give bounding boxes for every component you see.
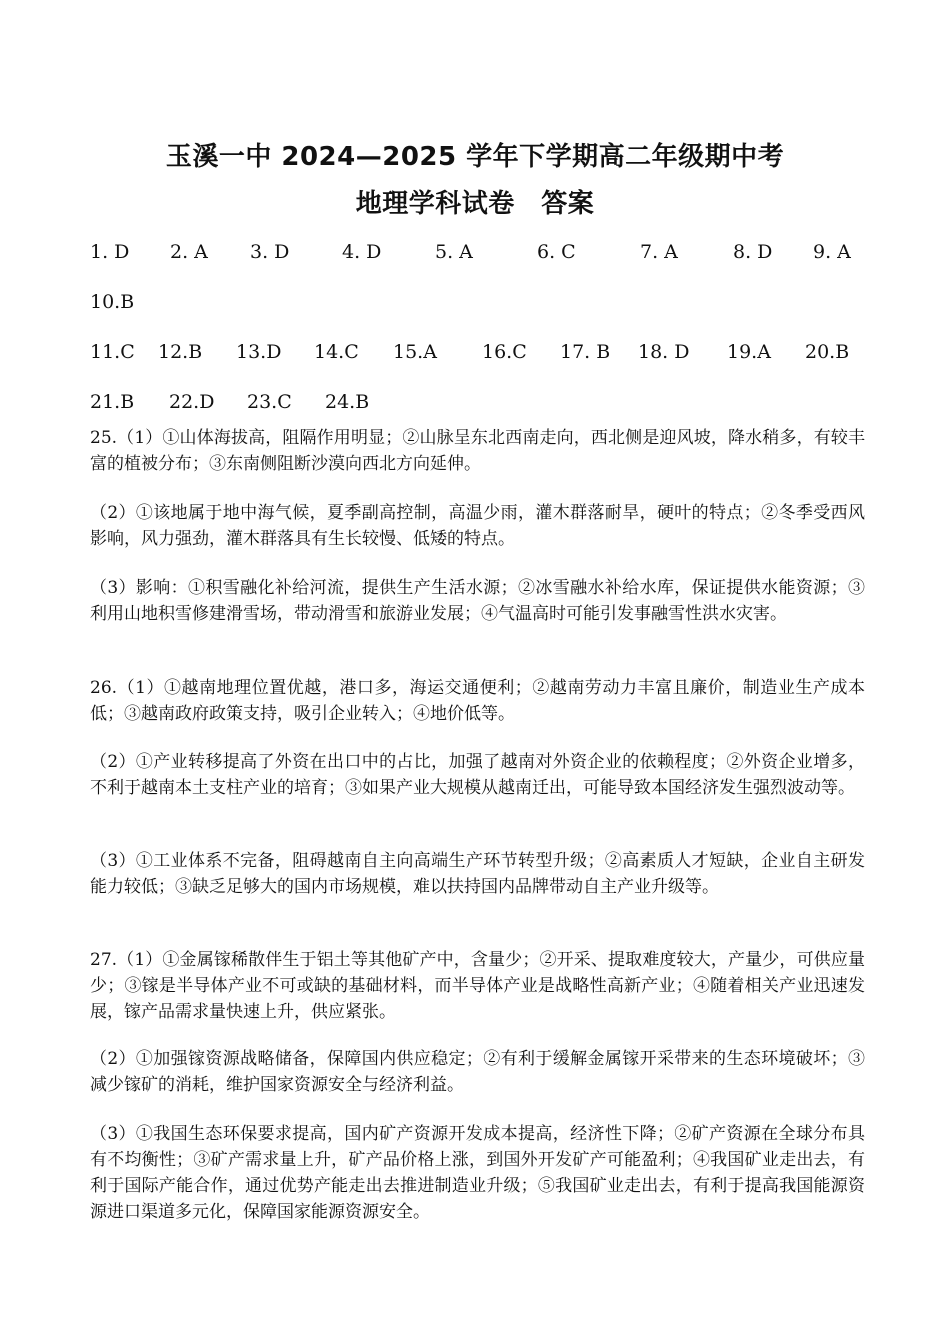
mc-answer-22: 22.D [169,391,215,413]
answer-27-part-1: 27.（1）①金属镓稀散伴生于铝土等其他矿产中，含量少；②开采、提取难度较大，产量少，可供应量少；③镓是半导体产业不可或缺的基础材料，而半导体产业是战略性高新产业；④随着相关产业迅速发展，镓产品需求量快速上升，供应紧张。 [90,950,865,1022]
mc-answer-row-3 [0,340,950,364]
mc-answer-3: 3. D [250,241,290,263]
mc-answer-17: 17. B [560,341,611,363]
answer-27-part-3: （3）①我国生态环保要求提高，国内矿产资源开发成本提高，经济性下降；②矿产资源在全球分布具有不均衡性；③矿产需求量上升，矿产品价格上涨，到国外开发矿产可能盈利；④我国矿业走出去，有利于国际产能合作，通过优势产能走出去推进制造业升级；⑤我国矿业走出去，有利于提高我国能源资源进口渠道多元化，保障国家能源资源安全。 [90,1124,865,1222]
answer-26-part-1: 26.（1）①越南地理位置优越，港口多，海运交通便利；②越南劳动力丰富且廉价，制造业生产成本低；③越南政府政策支持，吸引企业转入；④地价低等。 [90,678,865,724]
answer-27-part-2: （2）①加强镓资源战略储备，保障国内供应稳定；②有利于缓解金属镓开采带来的生态环境破坏；③减少镓矿的消耗，维护国家资源安全与经济利益。 [90,1049,865,1095]
mc-answer-23: 23.C [247,391,292,413]
mc-answer-21: 21.B [90,391,135,413]
mc-answer-1: 1. D [90,241,130,263]
mc-answer-10: 10.B [90,291,135,313]
answer-25-part-2: （2）①该地属于地中海气候，夏季副高控制，高温少雨，灌木群落耐旱，硬叶的特点；②冬季受西风影响，风力强劲，灌木群落具有生长较慢、低矮的特点。 [90,503,865,549]
exam-subtitle: 地理学科试卷 答案 [355,189,595,219]
answer-25-part-3: （3）影响：①积雪融化补给河流，提供生产生活水源；②冰雪融水补给水库，保证提供水能资源；③利用山地积雪修建滑雪场，带动滑雪和旅游业发展；④气温高时可能引发事融雪性洪水灾害。 [90,578,865,624]
mc-answer-14: 14.C [314,341,359,363]
mc-answer-7: 7. A [640,241,678,263]
mc-answer-12: 12.B [158,341,203,363]
mc-answer-13: 13.D [236,341,282,363]
mc-answer-18: 18. D [638,341,690,363]
mc-answer-4: 4. D [342,241,382,263]
mc-answer-2: 2. A [170,241,208,263]
mc-answer-6: 6. C [537,241,576,263]
mc-answer-11: 11.C [90,341,135,363]
answer-26-part-3: （3）①工业体系不完备，阻碍越南自主向高端生产环节转型升级；②高素质人才短缺，企业自主研发能力较低；③缺乏足够大的国内市场规模，难以扶持国内品牌带动自主产业升级等。 [90,851,865,897]
mc-answer-16: 16.C [482,341,527,363]
mc-answer-row-4 [0,390,950,414]
mc-answer-24: 24.B [325,391,370,413]
exam-title: 玉溪一中 2024—2025 学年下学期高二年级期中考 [165,142,785,172]
mc-answer-20: 20.B [805,341,850,363]
mc-answer-9: 9. A [813,241,851,263]
mc-answer-19: 19.A [727,341,771,363]
answer-26-part-2: （2）①产业转移提高了外资在出口中的占比，加强了越南对外资企业的依赖程度；②外资企业增多，不利于越南本土支柱产业的培育；③如果产业大规模从越南迁出，可能导致本国经济发生强烈波动等。 [90,752,865,798]
mc-answer-row-2 [0,290,950,314]
mc-answer-row-1 [0,240,950,264]
answer-25-part-1: 25.（1）①山体海拔高，阻隔作用明显；②山脉呈东北西南走向，西北侧是迎风坡，降水稍多，有较丰富的植被分布；③东南侧阻断沙漠向西北方向延伸。 [90,428,865,474]
mc-answer-5: 5. A [435,241,473,263]
mc-answer-15: 15.A [393,341,437,363]
mc-answer-8: 8. D [733,241,773,263]
